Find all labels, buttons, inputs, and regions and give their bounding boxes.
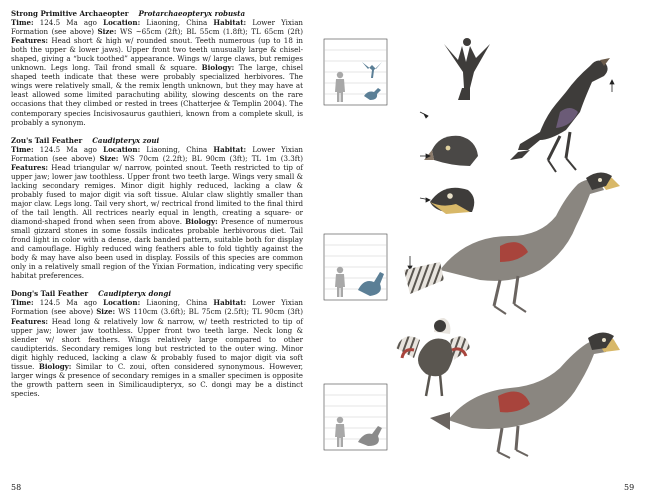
label: Habitat: xyxy=(213,18,247,28)
label: Biology: xyxy=(185,217,218,227)
common-name: Zou's Tail Feather xyxy=(11,135,83,145)
label: Time: xyxy=(11,298,34,308)
label: Biology: xyxy=(201,63,235,73)
species-entry-caudipteryx-zoui xyxy=(11,136,303,281)
caudipteryx-head-illustration xyxy=(430,188,474,214)
label: Location: xyxy=(103,18,141,28)
habitat-value: Lower Yixian Formation (see above) xyxy=(11,18,303,37)
label: Habitat: xyxy=(213,144,247,154)
label: Size: xyxy=(99,153,119,163)
label: Features: xyxy=(11,316,49,326)
features-value: Head short & high w/ rounded snout. Teeth numerous (up to 18 in both the upper & lower jaws). Upper front two teeth unusually large & chisel-shaped, giving a “buck toothed” appearance. Wings w/ large claws, but remiges unknown. Legs long. Tail frond small & square. xyxy=(11,36,303,73)
biology-value: Presence of numerous small gizzard stones in some fossils indicates probable herbivorous diet. Tail frond light in color with a dense, dark banded pattern, suitable both for display and camouflage. Highly reduced wing feathers able to fold tightly against the body & may have also been used in display. Fossils of this species are common only in a relatively small region of the Yixian Formation, indicating very specific habitat preferences. xyxy=(11,217,303,281)
label: Biology: xyxy=(38,361,72,371)
protarchaeopteryx-head-illustration xyxy=(424,136,478,166)
label: Time: xyxy=(11,18,34,28)
time-value: 124.5 Ma ago xyxy=(39,18,97,28)
time-value: 124.5 Ma ago xyxy=(39,144,97,154)
size-value: WS ~65cm (2ft); BL 55cm (1.8ft); TL 65cm (2ft) xyxy=(120,27,303,37)
label: Features: xyxy=(11,162,49,172)
page-number-right: 59 xyxy=(624,483,635,492)
biology-value: Similar to C. zoui, often considered synonymous. However, larger wings & presence of secondary remiges in a smaller specimen is opposite the growth pattern seen in Similicaudipteryx, so C. dongi may be a distinct species. xyxy=(11,361,303,398)
scale-box-caudipteryx-dongi xyxy=(324,384,387,450)
label: Time: xyxy=(11,144,34,154)
location-value: Liaoning, China xyxy=(146,298,208,308)
size-value: WS 70cm (2.2ft); BL 90cm (3ft); TL 1m (3.3ft) xyxy=(122,153,303,163)
features-value: Head long & relatively low & narrow, w/ teeth restricted to tip of upper jaw; lower jaw toothless. Upper front two teeth large. Neck long & slender w/ short feathers. Wings relatively large compared to other caudipterids. Secondary remiges long but restricted to the outer wing. Minor digit highly reduced, lacking a claw & probably fused to major digit via soft tissue. xyxy=(11,316,303,371)
habitat-value: Lower Yixian Formation (see above) xyxy=(11,298,303,317)
text-column xyxy=(11,9,303,407)
illustration-panel xyxy=(304,0,648,480)
label: Size: xyxy=(97,27,117,37)
location-value: Liaoning, China xyxy=(146,18,208,28)
protarchaeopteryx-flight-illustration xyxy=(444,38,490,100)
caudipteryx-dongi-display-illustration xyxy=(396,318,470,396)
features-value: Head triangular w/ narrow, pointed snout. Teeth restricted to tip of upper jaw; lower jaw toothless. Upper front two teeth large. Wings very small & lacking secondary remiges. Minor digit highly reduced, lacking a claw & probably fused to major digit via soft tissue. Alular claw slightly smaller than major claw. Legs long. Tail very short, w/ rectrical frond limited to the final third of the tail length. All rectrices nearly equal in length, creating a square- or diamond-shaped frond when seen from above. xyxy=(11,162,303,227)
scientific-name: Protarchaeopteryx robusta xyxy=(138,9,246,18)
scale-box-protarchaeopteryx xyxy=(324,39,387,105)
label: Location: xyxy=(103,144,141,154)
label: Features: xyxy=(11,36,49,46)
time-value: 124.5 Ma ago xyxy=(39,298,97,308)
protarchaeopteryx-illustration xyxy=(510,58,610,172)
biology-value: The large, chisel shaped teeth indicate that these were probably specialized herbivores. The wings were relatively small, & the remix length unknown, but they may have at least allowed some limited parachuting ability, slowing descents on the rare occasions that they climbed or rested in trees (Chatterjee & Templin 2004). The contemporary species Incisivosaurus gauthieri, known from a complete skull, is probably a synonym. xyxy=(11,63,303,127)
label: Location: xyxy=(103,298,141,308)
habitat-value: Lower Yixian Formation (see above) xyxy=(11,144,303,163)
size-value: WS 110cm (3.6ft); BL 75cm (2.5ft); TL 90cm (3ft) xyxy=(118,307,303,317)
common-name: Dong's Tail Feather xyxy=(11,289,89,299)
common-name: Strong Primitive Archaeopter xyxy=(11,9,129,18)
label: Habitat: xyxy=(213,298,247,308)
page-number-left: 58 xyxy=(11,483,22,492)
species-entry-protarchaeopteryx xyxy=(11,9,303,127)
species-entry-caudipteryx-dongi xyxy=(11,289,303,398)
scientific-name: Caudipteryx zoui xyxy=(92,135,160,145)
caudipteryx-zoui-illustration xyxy=(404,172,620,314)
location-value: Liaoning, China xyxy=(146,144,208,154)
scientific-name: Caudipteryx dongi xyxy=(98,289,172,299)
label: Size: xyxy=(96,307,116,317)
scale-box-caudipteryx-zoui xyxy=(324,234,387,300)
